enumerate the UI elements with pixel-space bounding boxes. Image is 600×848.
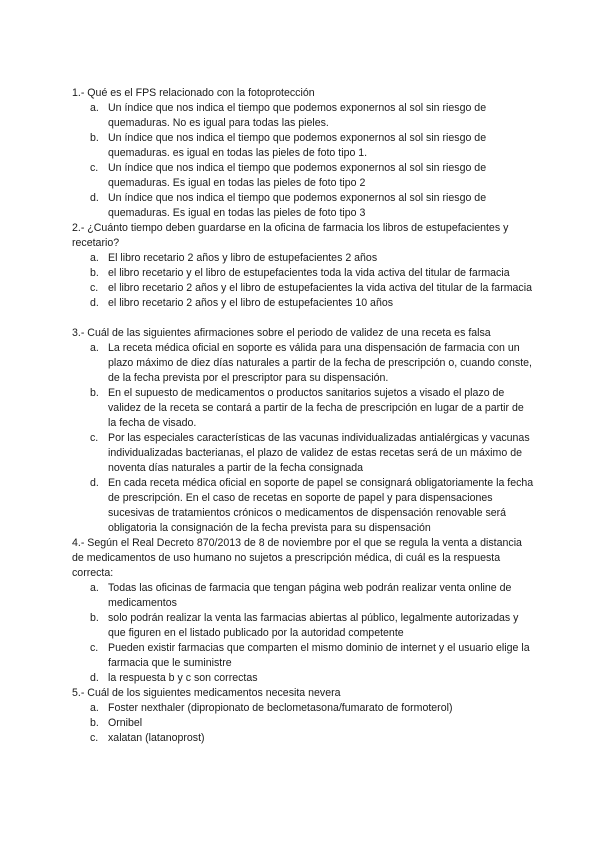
- option-letter: c.: [90, 642, 99, 654]
- option-2c: [72, 281, 534, 296]
- option-text: Pueden existir farmacias que comparten el mismo dominio de internet y el usuario elige la farmacia que le suministre: [108, 642, 530, 669]
- question-1-options: [72, 101, 534, 221]
- question-5-title: 5.- Cuál de los siguientes medicamentos necesita nevera: [72, 687, 341, 699]
- option-letter: c.: [90, 732, 99, 744]
- option-letter: d.: [90, 672, 99, 684]
- option-letter: a.: [90, 252, 99, 264]
- option-3b: [72, 386, 534, 431]
- option-3a: [72, 341, 534, 386]
- option-text: Un índice que nos indica el tiempo que podemos exponernos al sol sin riesgo de quemaduras. No es igual para todas las pieles.: [108, 102, 487, 129]
- option-3c: [72, 431, 534, 476]
- option-5b: [72, 716, 534, 731]
- question-2-options: [72, 251, 534, 311]
- question-2: [72, 221, 534, 311]
- question-3: [72, 326, 534, 536]
- option-text: el libro recetario 2 años y el libro de estupefacientes 10 años: [108, 297, 394, 309]
- option-text: Todas las oficinas de farmacia que tengan página web podrán realizar venta online de medicamentos: [108, 582, 512, 609]
- option-4b: [72, 611, 534, 641]
- option-letter: b.: [90, 267, 99, 279]
- blank-line: [72, 311, 534, 326]
- option-text: Un índice que nos indica el tiempo que podemos exponernos al sol sin riesgo de quemaduras. Es igual en todas las pieles de foto tipo 2: [108, 162, 487, 189]
- option-letter: d.: [90, 297, 99, 309]
- option-1c: [72, 161, 534, 191]
- option-letter: b.: [90, 717, 99, 729]
- option-text: Foster nexthaler (dipropionato de beclometasona/fumarato de formoterol): [108, 702, 453, 714]
- option-2b: [72, 266, 534, 281]
- option-letter: b.: [90, 612, 99, 624]
- question-4: [72, 536, 534, 686]
- option-letter: b.: [90, 387, 99, 399]
- question-1: [72, 86, 534, 221]
- option-4c: [72, 641, 534, 671]
- question-5-options: [72, 701, 534, 746]
- option-text: En cada receta médica oficial en soporte de papel se consignará obligatoriamente la fecha de prescripción. En el caso de recetas en soporte de papel y para dispensaciones sucesivas de tratamientos crónicos o medicamentos de dispensación renovable será obligatoria la consignación de la fecha prevista para su dispensación: [108, 477, 534, 534]
- question-1-title: 1.- Qué es el FPS relacionado con la fotoprotección: [72, 87, 315, 99]
- option-1b: [72, 131, 534, 161]
- option-text: Un índice que nos indica el tiempo que podemos exponernos al sol sin riesgo de quemaduras. Es igual en todas las pieles de foto tipo 3: [108, 192, 487, 219]
- option-letter: b.: [90, 132, 99, 144]
- option-letter: a.: [90, 582, 99, 594]
- option-text: El libro recetario 2 años y libro de estupefacientes 2 años: [108, 252, 378, 264]
- option-text: Un índice que nos indica el tiempo que podemos exponernos al sol sin riesgo de quemaduras. es igual en todas las pieles de foto tipo 1.: [108, 132, 487, 159]
- option-5a: [72, 701, 534, 716]
- option-text: xalatan (latanoprost): [108, 732, 205, 744]
- option-text: Ornibel: [108, 717, 143, 729]
- option-letter: a.: [90, 342, 99, 354]
- option-2d: [72, 296, 534, 311]
- option-2a: [72, 251, 534, 266]
- option-letter: d.: [90, 192, 99, 204]
- option-3d: [72, 476, 534, 536]
- option-4d: [72, 671, 534, 686]
- option-text: La receta médica oficial en soporte es válida para una dispensación de farmacia con un plazo máximo de diez días naturales a partir de la fecha de prescripción o, cuando conste, de la fecha prevista por el prescriptor para su dispensación.: [108, 342, 532, 384]
- question-4-options: [72, 581, 534, 686]
- option-1d: [72, 191, 534, 221]
- option-text: Por las especiales características de las vacunas individualizadas antialérgicas y vacunas individualizadas bacterianas, el plazo de validez de estas recetas será de un máximo de noventa días naturales a partir de la fecha consignada: [108, 432, 530, 474]
- question-2-title: 2.- ¿Cuánto tiempo deben guardarse en la oficina de farmacia los libros de estupefacientes y recetario?: [72, 222, 509, 249]
- option-letter: d.: [90, 477, 99, 489]
- option-text: solo podrán realizar la venta las farmacias abiertas al público, legalmente autorizadas y que figuren en el listado publicado por la autoridad competente: [108, 612, 519, 639]
- option-letter: a.: [90, 702, 99, 714]
- option-text: el libro recetario y el libro de estupefacientes toda la vida activa del titular de farmacia: [108, 267, 510, 279]
- question-5: [72, 686, 534, 746]
- option-5c: [72, 731, 534, 746]
- option-letter: c.: [90, 432, 99, 444]
- option-letter: c.: [90, 162, 99, 174]
- question-3-title: 3.- Cuál de las siguientes afirmaciones sobre el periodo de validez de una receta es falsa: [72, 327, 491, 339]
- option-text: el libro recetario 2 años y el libro de estupefacientes la vida activa del titular de la farmacia: [108, 282, 532, 294]
- question-3-options: [72, 341, 534, 536]
- option-letter: c.: [90, 282, 99, 294]
- option-4a: [72, 581, 534, 611]
- document-page: [72, 86, 534, 746]
- option-text: la respuesta b y c son correctas: [108, 672, 258, 684]
- question-4-title: 4.- Según el Real Decreto 870/2013 de 8 de noviembre por el que se regula la venta a distancia de medicamentos de uso humano no sujetos a prescripción médica, di cuál es la respuesta correcta:: [72, 537, 522, 579]
- option-letter: a.: [90, 102, 99, 114]
- option-1a: [72, 101, 534, 131]
- option-text: En el supuesto de medicamentos o productos sanitarios sujetos a visado el plazo de validez de la receta se contará a partir de la fecha de prescripción en lugar de a partir de la fecha de visado.: [108, 387, 524, 429]
